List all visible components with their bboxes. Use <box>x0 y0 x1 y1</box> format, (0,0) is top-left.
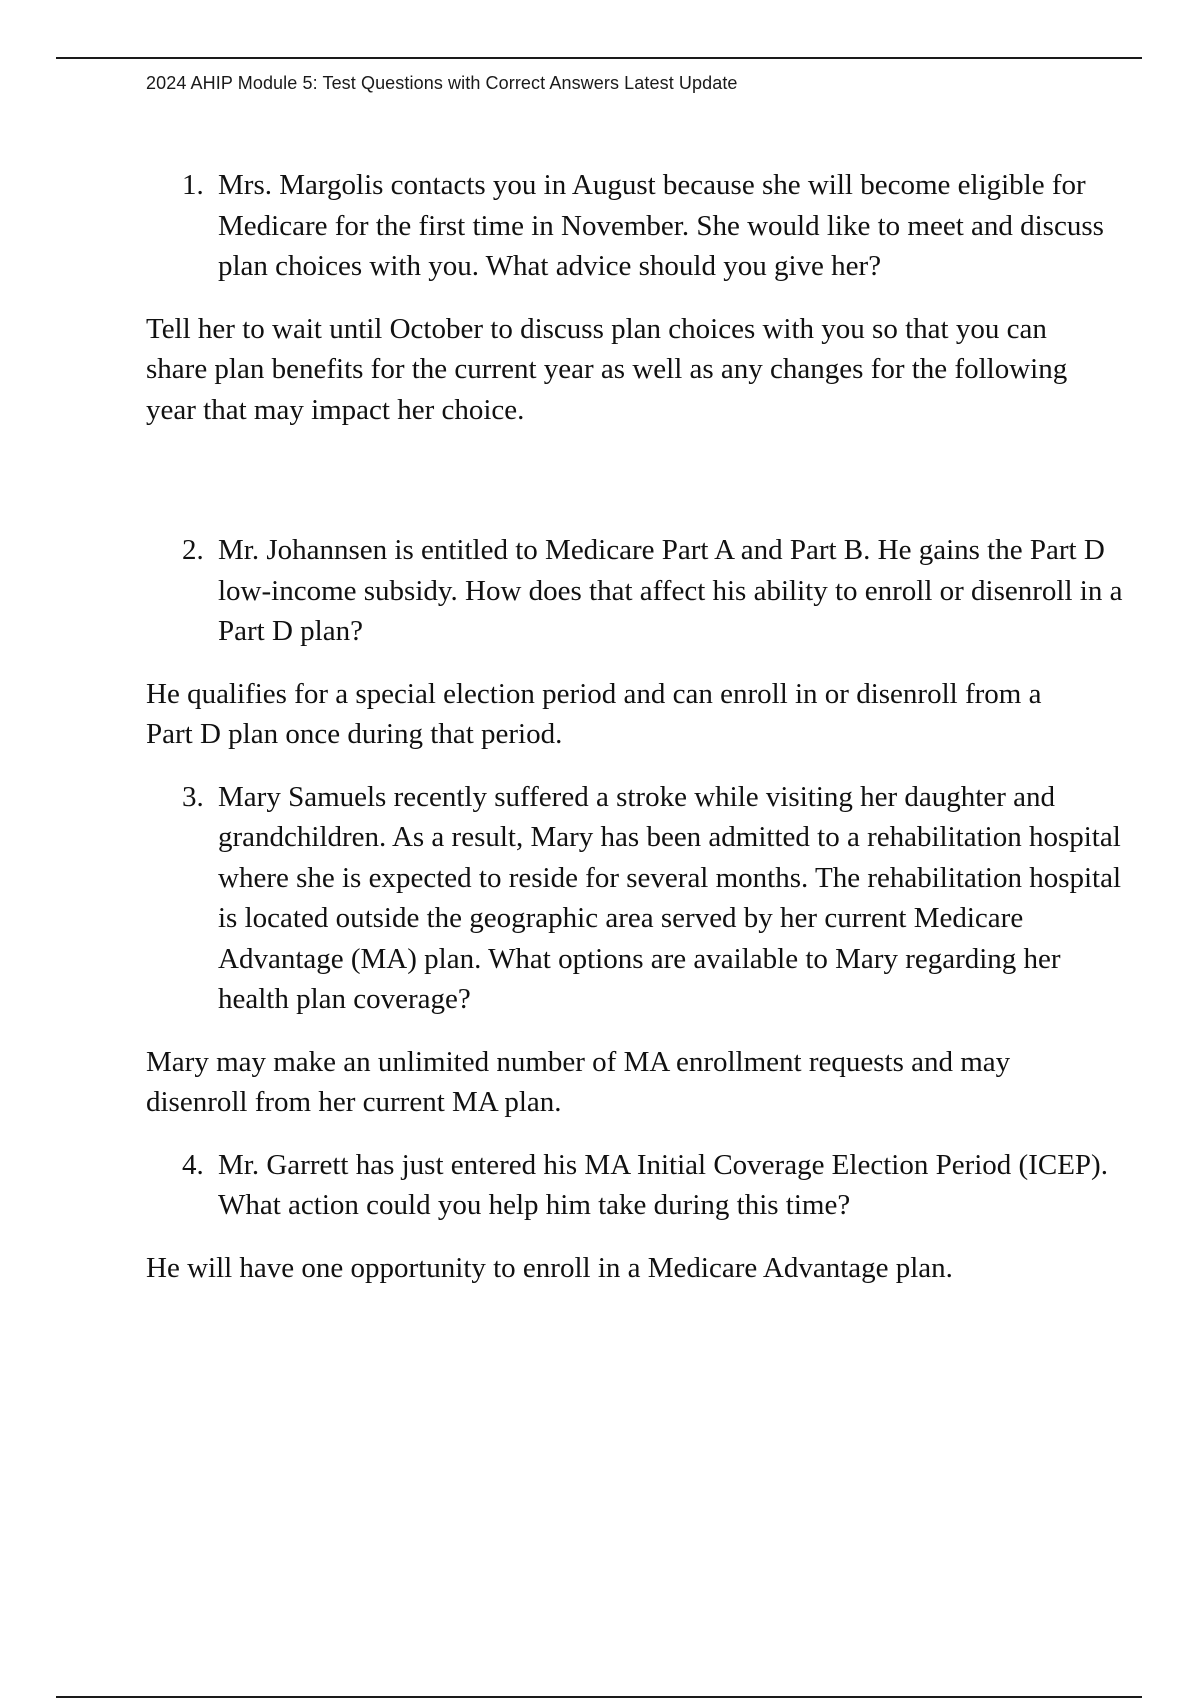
question-text: Mr. Garrett has just entered his MA Initial Coverage Election Period (ICEP). What action could you help him take during this time? <box>218 1148 1108 1221</box>
answer-2: He qualifies for a special election period and can enroll in or disenroll from a Part D plan once during that period. <box>146 677 1042 750</box>
question-number: 2. <box>182 534 204 566</box>
question-number: 3. <box>182 780 204 813</box>
question-2 <box>146 530 1126 652</box>
question-4 <box>146 1145 1126 1226</box>
question-text: Mrs. Margolis contacts you in August because she will become eligible for Medicare for the first time in November. She would like to meet and discuss plan choices with you. What advice should you give her? <box>218 169 1104 282</box>
footer-rule <box>56 1696 1142 1698</box>
answer-3: Mary may make an unlimited number of MA enrollment requests and may disenroll from her current MA plan. <box>146 1045 1011 1118</box>
document-body <box>146 165 1126 1288</box>
page-header: 2024 AHIP Module 5: Test Questions with Correct Answers Latest Update <box>146 73 738 93</box>
header-rule <box>56 57 1142 59</box>
question-3 <box>146 777 1126 1020</box>
question-text: Mr. Johannsen is entitled to Medicare Part A and Part B. He gains the Part D low-income subsidy. How does that affect his ability to enroll or disenroll in a Part D plan? <box>218 534 1123 647</box>
question-number: 4. <box>182 1148 204 1181</box>
question-number: 1. <box>182 169 204 201</box>
answer-1: Tell her to wait until October to discuss plan choices with you so that you can share plan benefits for the current year as well as any changes for the following year that may impact her choice. <box>146 312 1068 426</box>
question-1 <box>146 165 1126 287</box>
answer-4: He will have one opportunity to enroll in a Medicare Advantage plan. <box>146 1251 953 1284</box>
question-text: Mary Samuels recently suffered a stroke while visiting her daughter and grandchildren. As a result, Mary has been admitted to a rehabilitation hospital where she is expected to reside for several months. The rehabilitation hospital is located outside the geographic area served by her current Medicare Advantage (MA) plan. What options are available to Mary regarding her health plan coverage? <box>218 780 1122 1015</box>
